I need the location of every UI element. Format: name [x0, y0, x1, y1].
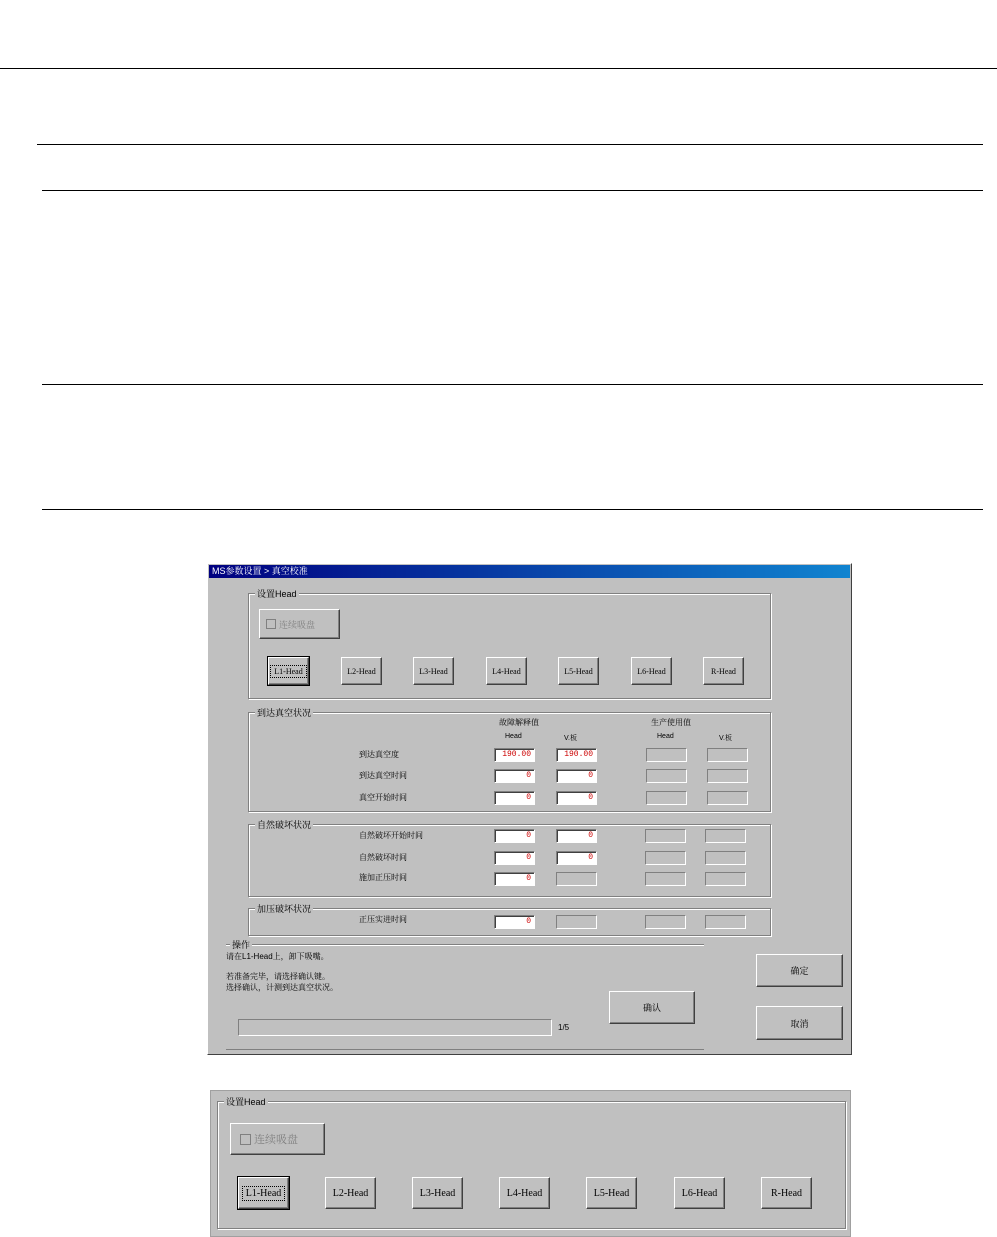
vacuum-start-time-vtable[interactable]: 0 [556, 791, 597, 805]
reach-vacuum-time-prod-vtable [707, 769, 748, 783]
natural-break-time-vtable[interactable]: 0 [556, 851, 597, 865]
col-head-fault: Head [505, 733, 522, 740]
natural-break-time-label: 自然破坏时间 [359, 853, 407, 862]
progress-bar [238, 1019, 552, 1036]
page-rule [42, 509, 983, 510]
page-rule [42, 190, 983, 191]
operation-label: 操作 [232, 940, 251, 950]
reach-vacuum-time-prod-head [646, 769, 687, 783]
fault-value-header: 故障解释值 [499, 718, 539, 727]
confirm-button[interactable]: 确认 [609, 991, 695, 1024]
zoom-head-button-l4[interactable]: L4-Head [499, 1177, 550, 1209]
natural-break-time-head[interactable]: 0 [494, 851, 535, 865]
instruction-line-2: 若准备完毕，请选择确认键。 [226, 972, 330, 981]
positive-pressure-time-label: 正压实进时间 [359, 915, 407, 924]
vacuum-start-time-prod-head [646, 791, 687, 805]
reach-vacuum-time-head[interactable]: 0 [494, 769, 535, 783]
zoom-setup-head-group [217, 1097, 846, 1229]
vacuum-start-time-head[interactable]: 0 [494, 791, 535, 805]
page-rule [37, 144, 983, 145]
col-head-prod: Head [657, 733, 674, 740]
natural-break-start-label: 自然破坏开始时间 [359, 831, 423, 840]
continuous-suction-checkbox[interactable] [266, 618, 315, 631]
reach-vacuum-degree-head[interactable]: 190.00 [494, 748, 535, 762]
apply-pressure-time-label: 施加正压时间 [359, 873, 407, 882]
vacuum-start-time-label: 真空开始时间 [359, 793, 407, 802]
apply-pressure-time-prod-head [645, 872, 686, 886]
head-button-l5[interactable]: L5-Head [558, 657, 599, 685]
vacuum-start-time-prod-vtable [707, 791, 748, 805]
reach-vacuum-degree-prod-vtable [707, 748, 748, 762]
zoom-setup-head-label: 设置Head [226, 1097, 266, 1107]
zoom-head-button-l6[interactable]: L6-Head [674, 1177, 725, 1209]
instruction-line-3: 选择确认，计测到达真空状况。 [226, 983, 338, 992]
cancel-button[interactable]: 取消 [756, 1006, 843, 1040]
reach-vacuum-time-label: 到达真空时间 [359, 771, 407, 780]
vacuum-status-label: 到达真空状况 [257, 708, 312, 718]
dialog-title: MS参数设置 > 真空校准 [209, 565, 850, 578]
zoom-continuous-suction-checkbox[interactable] [240, 1131, 298, 1147]
positive-pressure-time-prod-head [645, 915, 686, 929]
instruction-line-1: 请在L1-Head上，卸下吸嘴。 [226, 952, 329, 961]
head-button-l1[interactable]: L1-Head [268, 657, 309, 685]
natural-break-start-prod-vtable [705, 829, 746, 843]
ok-button[interactable]: 确定 [756, 954, 843, 987]
reach-vacuum-degree-vtable[interactable]: 190.00 [556, 748, 597, 762]
setup-head-zoom-panel [210, 1090, 851, 1237]
zoom-head-button-l1[interactable]: L1-Head [238, 1177, 289, 1209]
zoom-head-button-l5[interactable]: L5-Head [586, 1177, 637, 1209]
page-rule [42, 384, 983, 385]
apply-pressure-time-head[interactable]: 0 [494, 872, 535, 886]
checkbox-icon [266, 619, 276, 629]
head-button-l2[interactable]: L2-Head [341, 657, 382, 685]
reach-vacuum-degree-prod-head [646, 748, 687, 762]
progress-counter: 1/5 [558, 1023, 570, 1032]
head-button-l6[interactable]: L6-Head [631, 657, 672, 685]
natural-break-time-prod-vtable [705, 851, 746, 865]
reach-vacuum-time-vtable[interactable]: 0 [556, 769, 597, 783]
continuous-suction-toggle[interactable] [259, 609, 340, 639]
apply-pressure-time-prod-vtable [705, 872, 746, 886]
positive-pressure-time-prod-vtable [705, 915, 746, 929]
zoom-continuous-suction-label: 连续吸盘 [254, 1134, 298, 1146]
positive-pressure-time-vtable [556, 915, 597, 929]
natural-break-start-vtable[interactable]: 0 [556, 829, 597, 843]
production-value-header: 生产使用值 [651, 718, 691, 727]
reach-vacuum-degree-label: 到达真空度 [359, 750, 399, 759]
zoom-continuous-suction-toggle[interactable] [230, 1123, 325, 1155]
head-button-l3[interactable]: L3-Head [413, 657, 454, 685]
col-vtable-prod: V.板 [719, 735, 732, 742]
apply-pressure-time-vtable [556, 872, 597, 886]
zoom-head-button-l2[interactable]: L2-Head [325, 1177, 376, 1209]
zoom-head-button-l3[interactable]: L3-Head [412, 1177, 463, 1209]
positive-pressure-time-head[interactable]: 0 [494, 915, 535, 929]
zoom-head-button-r[interactable]: R-Head [761, 1177, 812, 1209]
natural-break-start-prod-head [645, 829, 686, 843]
vacuum-calibration-dialog [207, 563, 852, 1055]
natural-break-start-head[interactable]: 0 [494, 829, 535, 843]
head-button-l4[interactable]: L4-Head [486, 657, 527, 685]
checkbox-icon [240, 1134, 251, 1145]
page-rule [0, 68, 997, 69]
head-button-r[interactable]: R-Head [703, 657, 744, 685]
col-vtable-fault: V.板 [564, 735, 577, 742]
continuous-suction-label: 连续吸盘 [279, 619, 316, 630]
pressure-break-label: 加压破坏状况 [257, 904, 312, 914]
natural-break-time-prod-head [645, 851, 686, 865]
setup-head-label: 设置Head [257, 589, 297, 599]
natural-break-label: 自然破坏状况 [257, 820, 312, 830]
